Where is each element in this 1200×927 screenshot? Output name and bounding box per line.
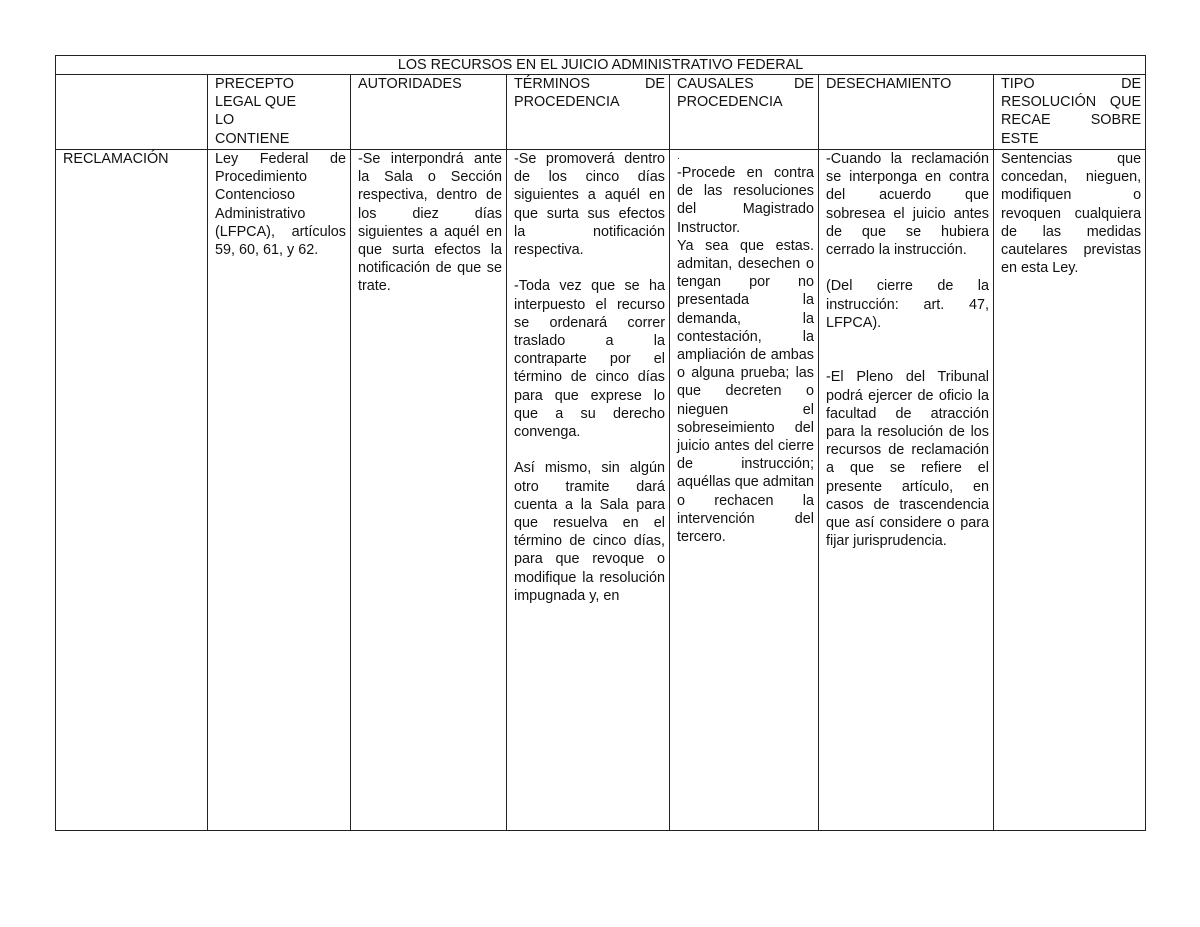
header-autoridades: AUTORIDADES — [351, 75, 507, 150]
table-row — [56, 150, 1146, 831]
cell-recurso: RECLAMACIÓN — [56, 150, 208, 831]
header-blank — [56, 75, 208, 150]
header-precepto: PRECEPTO LEGAL QUE LO CONTIENE — [208, 75, 351, 150]
header-causales: CAUSALES DE PROCEDENCIA — [670, 75, 819, 150]
cell-autoridades: -Se interpondrá ante la Sala o Sección respectiva, dentro de los diez días siguientes a aquél en que surta efectos la notificación de que se trate. — [351, 150, 507, 831]
cell-precepto: Ley Federal de Procedimiento Contencioso Administrativo (LFPCA), artículos 59, 60, 61, y 62. — [208, 150, 351, 831]
recursos-table — [55, 55, 1146, 831]
table-header-row — [56, 75, 1146, 150]
cell-terminos: -Se promoverá dentro de los cinco días siguientes a aquél en que surta sus efectos la notificación respectiva. -Toda vez que se ha interpuesto el recurso se ordenará correr traslado a la contraparte por el término de cinco días para que exprese lo que a su derecho convenga. Así mismo, sin algún otro tramite dará cuenta a la Sala para que resuelva en el término de cinco días, para que revoque o modifique la resolución impugnada y, en — [507, 150, 670, 831]
cell-desechamiento: -Cuando la reclamación se interponga en contra del acuerdo que sobresea el juicio antes de que se hubiera cerrado la instrucción. (Del cierre de la instrucción: art. 47, LFPCA). -El Pleno del Tribunal podrá ejercer de oficio la facultad de atracción para la resolución de los recursos de reclamación a que se refiere el presente artículo, en casos de trascendencia que así considere o para fijar jurisprudencia. — [819, 150, 994, 831]
table-title-row — [56, 56, 1146, 75]
cell-causales: . -Procede en contra de las resoluciones del Magistrado Instructor. Ya sea que estas. admitan, desechen o tengan por no presentada la demanda, la contestación, la ampliación de ambas o alguna prueba; las que decreten o nieguen el sobreseimiento del juicio antes del cierre de instrucción; aquéllas que admitan o rechacen la intervención del tercero. — [670, 150, 819, 831]
causales-mark: . — [677, 151, 680, 162]
header-desechamiento: DESECHAMIENTO — [819, 75, 994, 150]
header-terminos: TÉRMINOS DE PROCEDENCIA — [507, 75, 670, 150]
cell-tipo: Sentencias que concedan, nieguen, modifiquen o revoquen cualquiera de las medidas cautelares previstas en esta Ley. — [994, 150, 1146, 831]
header-tipo: TIPO DE RESOLUCIÓN QUE RECAE SOBRE ESTE — [994, 75, 1146, 150]
table-title: LOS RECURSOS EN EL JUICIO ADMINISTRATIVO FEDERAL — [56, 56, 1146, 75]
